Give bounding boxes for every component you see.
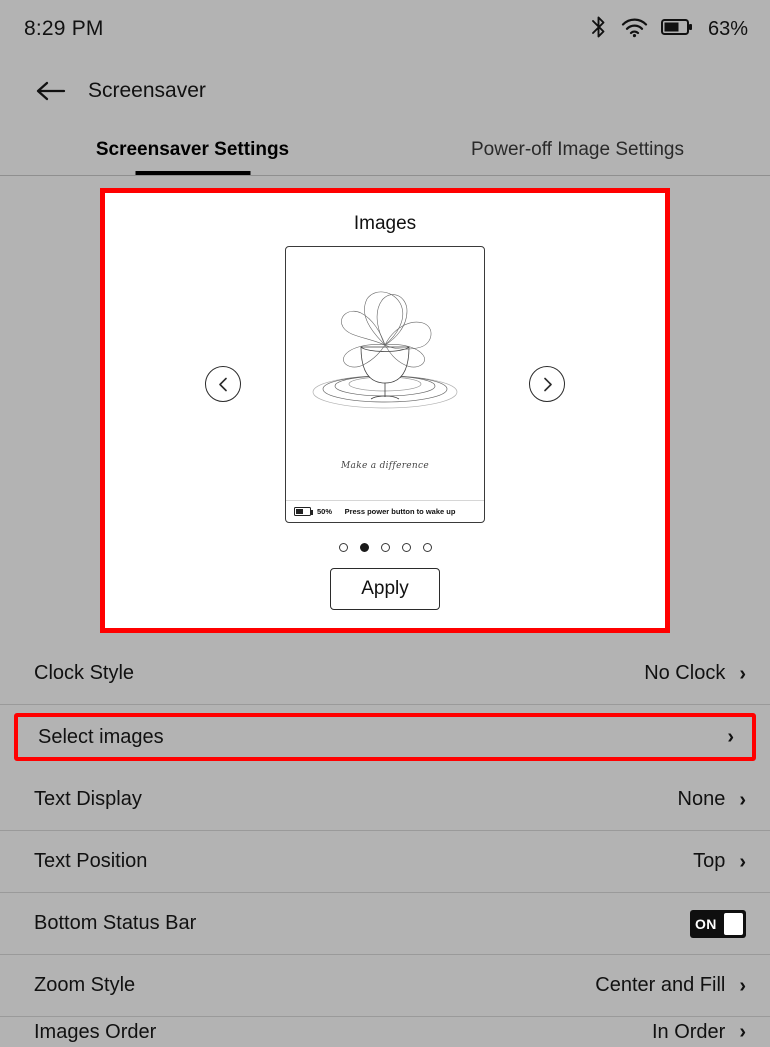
page-header — [0, 58, 770, 124]
chevron-right-icon[interactable]: › — [739, 788, 746, 811]
tab-screensaver-settings[interactable] — [0, 124, 385, 175]
chevron-right-icon[interactable]: › — [739, 974, 746, 997]
device-battery-icon — [294, 507, 311, 516]
battery-percent: 63% — [707, 17, 748, 40]
pagination-dot[interactable] — [360, 543, 369, 552]
chevron-right-icon[interactable]: › — [739, 662, 746, 685]
battery-icon — [661, 17, 693, 42]
setting-value: In Order — [651, 1020, 726, 1043]
setting-label: Images Order — [34, 1020, 157, 1043]
preview-title: Images — [353, 213, 417, 234]
setting-row-bottom-status-bar[interactable] — [0, 893, 770, 955]
setting-control — [690, 910, 746, 938]
tab-bar — [0, 124, 770, 176]
setting-control — [595, 974, 746, 997]
artwork-caption: Make a difference — [341, 460, 429, 471]
artwork-illustration — [297, 285, 473, 435]
preview-carousel — [105, 239, 665, 529]
image-preview-card — [100, 188, 670, 633]
tab-screensaver-settings-label: Screensaver Settings — [95, 138, 290, 160]
setting-control — [693, 850, 746, 873]
settings-list — [0, 643, 770, 1047]
setting-row-select-images[interactable] — [14, 713, 756, 761]
chevron-right-icon[interactable]: › — [739, 850, 746, 873]
setting-label: Bottom Status Bar — [34, 912, 197, 934]
chevron-right-icon[interactable] — [529, 366, 565, 402]
setting-label: Select images — [38, 725, 164, 748]
status-indicators — [589, 15, 748, 44]
setting-value: Center and Fill — [595, 974, 726, 996]
preview-card-container — [0, 176, 770, 633]
apply-button[interactable] — [330, 568, 440, 610]
setting-row-zoom-style[interactable] — [0, 955, 770, 1017]
tab-power-off-image-settings[interactable] — [385, 124, 770, 175]
page-title: Screensaver — [88, 79, 206, 102]
toggle-knob — [724, 913, 743, 935]
setting-control — [678, 788, 746, 811]
setting-value: No Clock — [644, 662, 726, 684]
pagination-dot[interactable] — [423, 543, 432, 552]
device-status-bar — [286, 500, 484, 522]
back-arrow-icon[interactable] — [36, 80, 66, 102]
carousel-pagination-dots[interactable] — [339, 543, 432, 552]
device-battery-percent: 50% — [317, 506, 333, 516]
system-status-bar — [0, 0, 770, 58]
setting-value: None — [677, 788, 726, 810]
setting-label: Text Display — [34, 788, 142, 810]
wifi-icon — [621, 15, 648, 44]
tab-power-off-image-settings-label: Power-off Image Settings — [471, 138, 684, 160]
chevron-right-icon[interactable]: › — [739, 1021, 746, 1043]
setting-row-text-position[interactable] — [0, 831, 770, 893]
setting-label: Text Position — [34, 850, 148, 872]
setting-row-images-order[interactable] — [0, 1017, 770, 1047]
device-wake-hint: Press power button to wake up — [344, 506, 456, 516]
setting-row-clock-style[interactable] — [0, 643, 770, 705]
bluetooth-icon — [589, 15, 608, 44]
toggle-label: ON — [695, 915, 717, 932]
setting-value: Top — [693, 850, 726, 872]
setting-row-text-display[interactable] — [0, 769, 770, 831]
pagination-dot[interactable] — [381, 543, 390, 552]
device-preview — [285, 246, 485, 523]
setting-label: Clock Style — [34, 662, 135, 684]
apply-button-label: Apply — [361, 578, 409, 599]
pagination-dot[interactable] — [402, 543, 411, 552]
status-time: 8:29 PM — [24, 17, 104, 40]
setting-control — [644, 662, 746, 685]
pagination-dot[interactable] — [339, 543, 348, 552]
chevron-left-icon[interactable] — [205, 366, 241, 402]
setting-label: Zoom Style — [34, 974, 136, 996]
setting-control — [727, 727, 734, 747]
chevron-right-icon[interactable]: › — [727, 726, 734, 748]
bottom-status-bar-toggle[interactable] — [690, 910, 746, 938]
